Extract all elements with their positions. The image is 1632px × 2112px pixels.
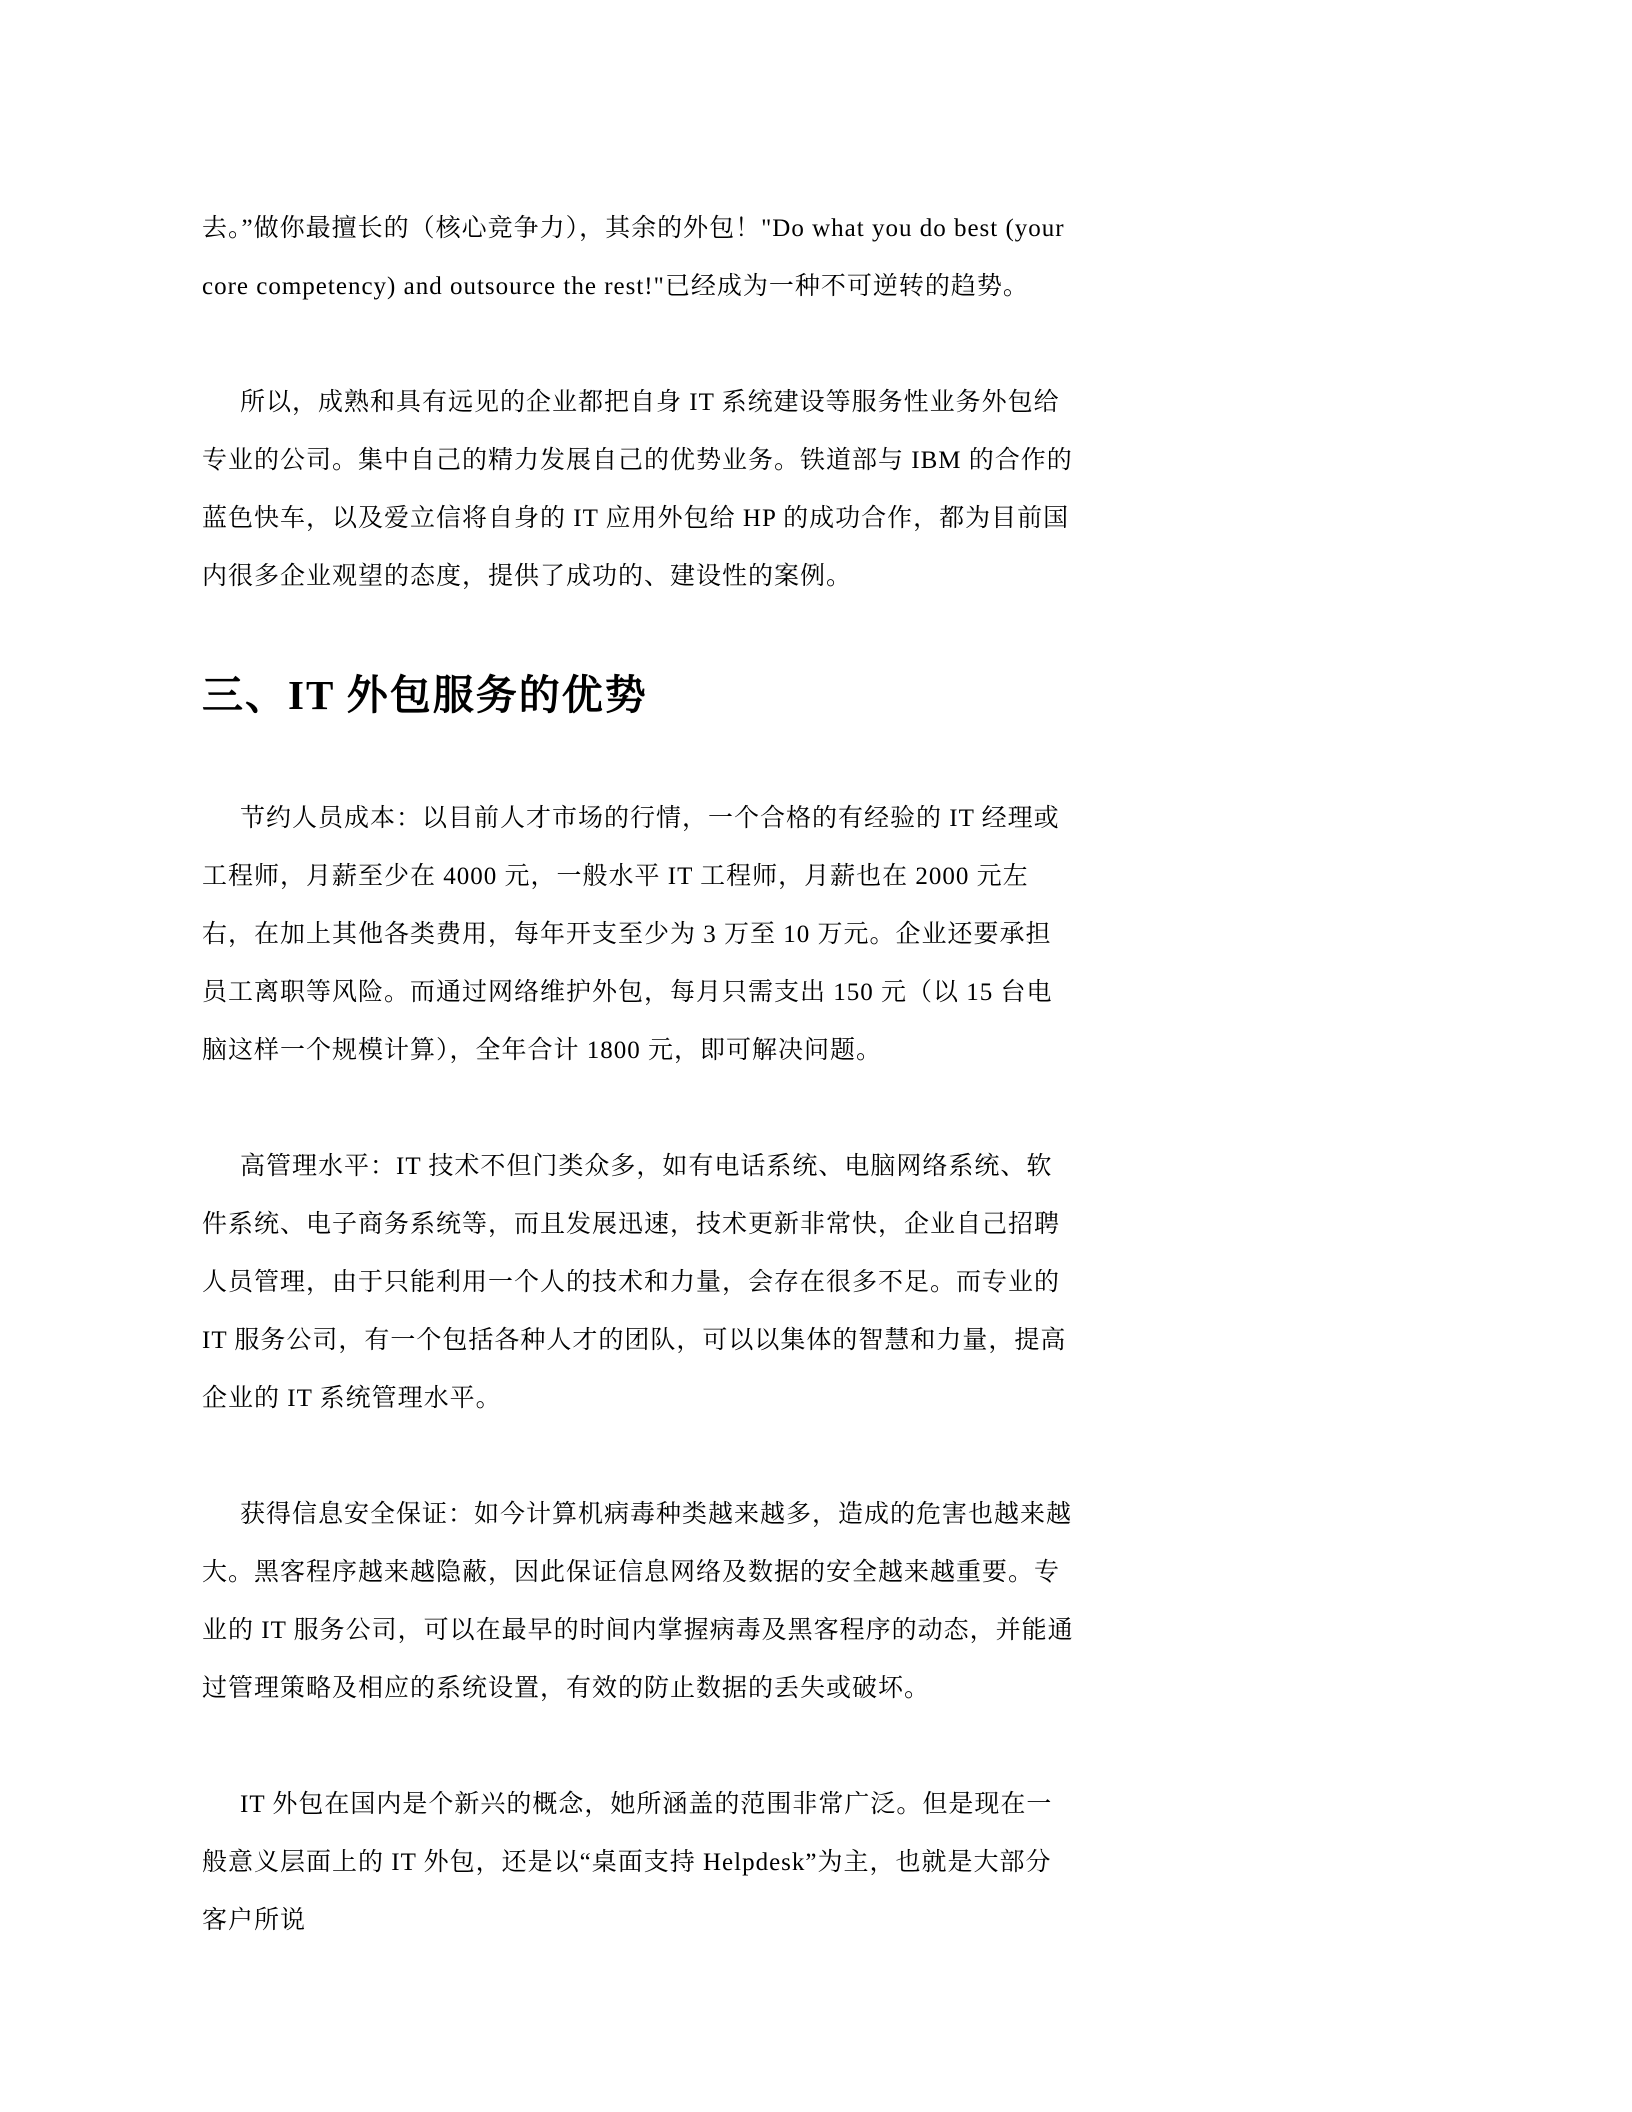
paragraph-helpdesk-concept: IT 外包在国内是个新兴的概念，她所涵盖的范围非常广泛。但是现在一般意义层面上的 IT 外包，还是以“桌面支持 Helpdesk”为主，也就是大部分客户所说 — [202, 1791, 1053, 1934]
paragraph-management-level: 高管理水平：IT 技术不但门类众多，如有电话系统、电脑网络系统、软件系统、电子商务系统等，而且发展迅速，技术更新非常快，企业自己招聘人员管理，由于只能利用一个人的技术和力量，会存在很多不足。而专业的 IT 服务公司，有一个包括各种人才的团队，可以以集体的智慧和力量，提高企业的 IT 系统管理水平。 — [202, 1153, 1067, 1412]
document-text-block — [202, 0, 1074, 2008]
paragraph-information-security: 获得信息安全保证：如今计算机病毒种类越来越多，造成的危害也越来越大。黑客程序越来越隐蔽，因此保证信息网络及数据的安全越来越重要。专业的 IT 服务公司，可以在最早的时间内掌握病毒及黑客程序的动态，并能通过管理策略及相应的系统设置，有效的防止数据的丢失或破坏。 — [202, 1501, 1074, 1702]
paragraph-outsourcing-trend: 去。”做你最擅长的（核心竞争力），其余的外包！"Do what you do best (your core competency) and outsource the rest!"已经成为一种不可逆转的趋势。 — [202, 215, 1065, 300]
paragraph-cost-saving: 节约人员成本：以目前人才市场的行情，一个合格的有经验的 IT 经理或工程师，月薪至少在 4000 元，一般水平 IT 工程师，月薪也在 2000 元左右，在加上其他各类费用，每年开支至少为 3 万至 10 万元。企业还要承担员工离职等风险。而通过网络维护外包，每月只需支出 150 元（以 15 台电脑这样一个规模计算），全年合计 1800 元，即可解决问题。 — [202, 805, 1060, 1064]
paragraph-mature-enterprises: 所以，成熟和具有远见的企业都把自身 IT 系统建设等服务性业务外包给专业的公司。集中自己的精力发展自己的优势业务。铁道部与 IBM 的合作的蓝色快车，以及爱立信将自身的 IT 应用外包给 HP 的成功合作，都为目前国内很多企业观望的态度，提供了成功的、建设性的案例。 — [202, 389, 1073, 590]
section-heading-it-outsourcing-advantages: 三、IT 外包服务的优势 — [202, 672, 648, 718]
